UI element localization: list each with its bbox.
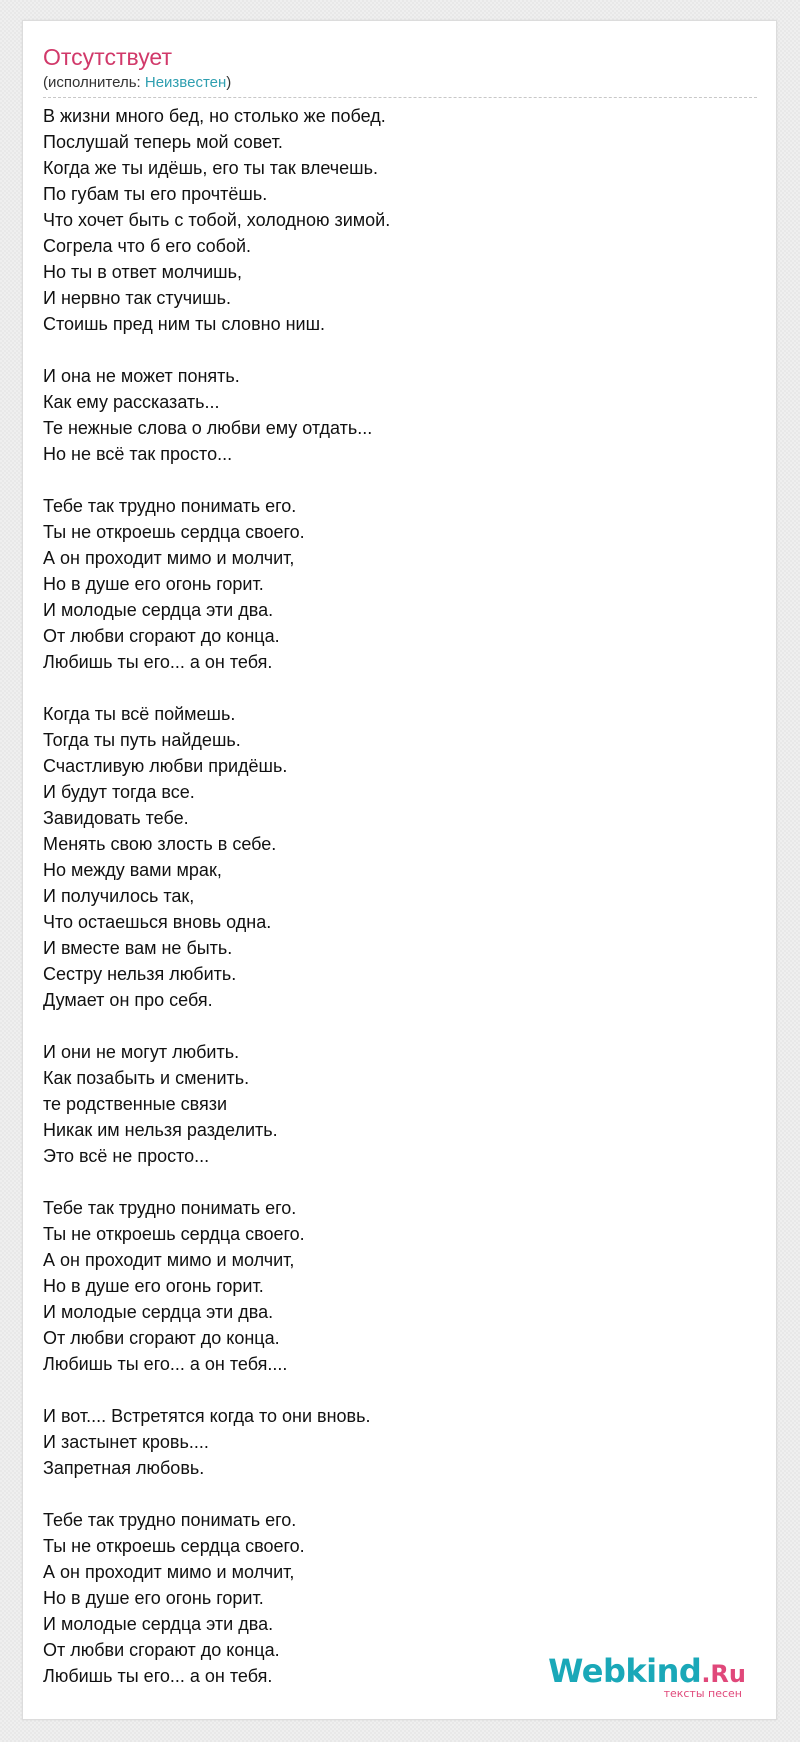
lyrics-stanza xyxy=(43,701,743,1013)
lyric-line: Как позабыть и сменить. xyxy=(43,1068,250,1088)
lyric-line: По губам ты его прочтёшь. xyxy=(43,184,268,204)
lyric-line: Как ему рассказать... xyxy=(43,392,220,412)
lyrics-stanza xyxy=(43,363,743,467)
lyric-line: Тебе так трудно понимать его. xyxy=(43,496,297,516)
lyric-line: От любви сгорают до конца. xyxy=(43,626,280,646)
lyric-line: Это всё не просто... xyxy=(43,1146,210,1166)
lyric-line: И будут тогда все. xyxy=(43,782,195,802)
lyric-line: А он проходит мимо и молчит, xyxy=(43,548,295,568)
lyrics-stanza xyxy=(43,1403,743,1481)
byline-prefix: (исполнитель: xyxy=(43,74,145,91)
lyric-line: И молодые сердца эти два. xyxy=(43,1614,274,1634)
lyric-line: И они не могут любить. xyxy=(43,1042,240,1062)
lyric-line: А он проходит мимо и молчит, xyxy=(43,1250,295,1270)
lyrics-stanza xyxy=(43,103,743,337)
lyric-line: Что хочет быть с тобой, холодною зимой. xyxy=(43,210,391,230)
artist-byline xyxy=(43,73,231,93)
lyric-line: Стоишь пред ним ты словно ниш. xyxy=(43,314,326,334)
lyric-line: Но в душе его огонь горит. xyxy=(43,574,264,594)
lyric-line: Ты не откроешь сердца своего. xyxy=(43,522,305,542)
artist-link[interactable]: Неизвестен xyxy=(144,74,227,91)
lyrics-stanza xyxy=(43,1195,743,1377)
lyric-line: Любишь ты его... а он тебя. xyxy=(43,652,273,672)
lyric-line: В жизни много бед, но столько же побед. xyxy=(43,106,386,126)
lyric-line: Никак им нельзя разделить. xyxy=(43,1120,278,1140)
lyric-line: И нервно так стучишь. xyxy=(43,288,232,308)
lyrics-stanza xyxy=(43,1039,743,1169)
lyric-line: Что остаешься вновь одна. xyxy=(43,912,272,932)
lyric-line: От любви сгорают до конца. xyxy=(43,1640,280,1660)
lyric-line: И вместе вам не быть. xyxy=(43,938,233,958)
lyric-line: Тебе так трудно понимать его. xyxy=(43,1510,297,1530)
lyric-line: И вот.... Встретятся когда то они вновь. xyxy=(43,1406,371,1426)
lyric-line: те родственные связи xyxy=(43,1094,228,1114)
lyric-line: Но в душе его огонь горит. xyxy=(43,1276,264,1296)
lyric-line: Но ты в ответ молчишь, xyxy=(43,262,242,282)
lyric-line: И получилось так, xyxy=(43,886,195,906)
lyric-line: Сестру нельзя любить. xyxy=(43,964,237,984)
lyric-line: От любви сгорают до конца. xyxy=(43,1328,280,1348)
lyric-line: Тебе так трудно понимать его. xyxy=(43,1198,297,1218)
lyric-line: И молодые сердца эти два. xyxy=(43,1302,274,1322)
lyric-line: Ты не откроешь сердца своего. xyxy=(43,1536,305,1556)
song-title: Отсутствует xyxy=(43,44,172,70)
lyrics-card xyxy=(22,20,777,1720)
lyric-line: Любишь ты его... а он тебя.... xyxy=(43,1354,288,1374)
lyric-line: Любишь ты его... а он тебя. xyxy=(43,1666,273,1686)
lyric-line: Когда ты всё поймешь. xyxy=(43,704,236,724)
logo-name: Webkind xyxy=(548,1652,702,1690)
lyric-line: Послушай теперь мой совет. xyxy=(43,132,283,152)
lyric-line: Те нежные слова о любви ему отдать... xyxy=(43,418,373,438)
lyric-line: Запретная любовь. xyxy=(43,1458,205,1478)
lyric-line: А он проходит мимо и молчит, xyxy=(43,1562,295,1582)
byline-suffix: ) xyxy=(226,74,232,91)
title-divider xyxy=(43,97,757,98)
lyric-line: Тогда ты путь найдешь. xyxy=(43,730,241,750)
lyric-line: Когда же ты идёшь, его ты так влечешь. xyxy=(43,158,378,178)
logo-tld: .Ru xyxy=(701,1660,746,1688)
lyric-line: И молодые сердца эти два. xyxy=(43,600,274,620)
lyric-line: Ты не откроешь сердца своего. xyxy=(43,1224,305,1244)
lyric-line: Завидовать тебе. xyxy=(43,808,189,828)
lyric-line: Но между вами мрак, xyxy=(43,860,222,880)
lyric-line: Согрела что б его собой. xyxy=(43,236,252,256)
lyric-line: Счастливую любви придёшь. xyxy=(43,756,288,776)
lyric-line: Менять свою злость в себе. xyxy=(43,834,277,854)
lyric-line: И она не может понять. xyxy=(43,366,240,386)
lyric-line: Думает он про себя. xyxy=(43,990,213,1010)
logo-tagline: тексты песен xyxy=(663,1687,742,1700)
lyrics-text xyxy=(43,103,743,1715)
lyrics-stanza xyxy=(43,493,743,675)
lyric-line: Но в душе его огонь горит. xyxy=(43,1588,264,1608)
lyric-line: И застынет кровь.... xyxy=(43,1432,209,1452)
lyric-line: Но не всё так просто... xyxy=(43,444,233,464)
webkind-logo[interactable] xyxy=(548,1652,746,1700)
